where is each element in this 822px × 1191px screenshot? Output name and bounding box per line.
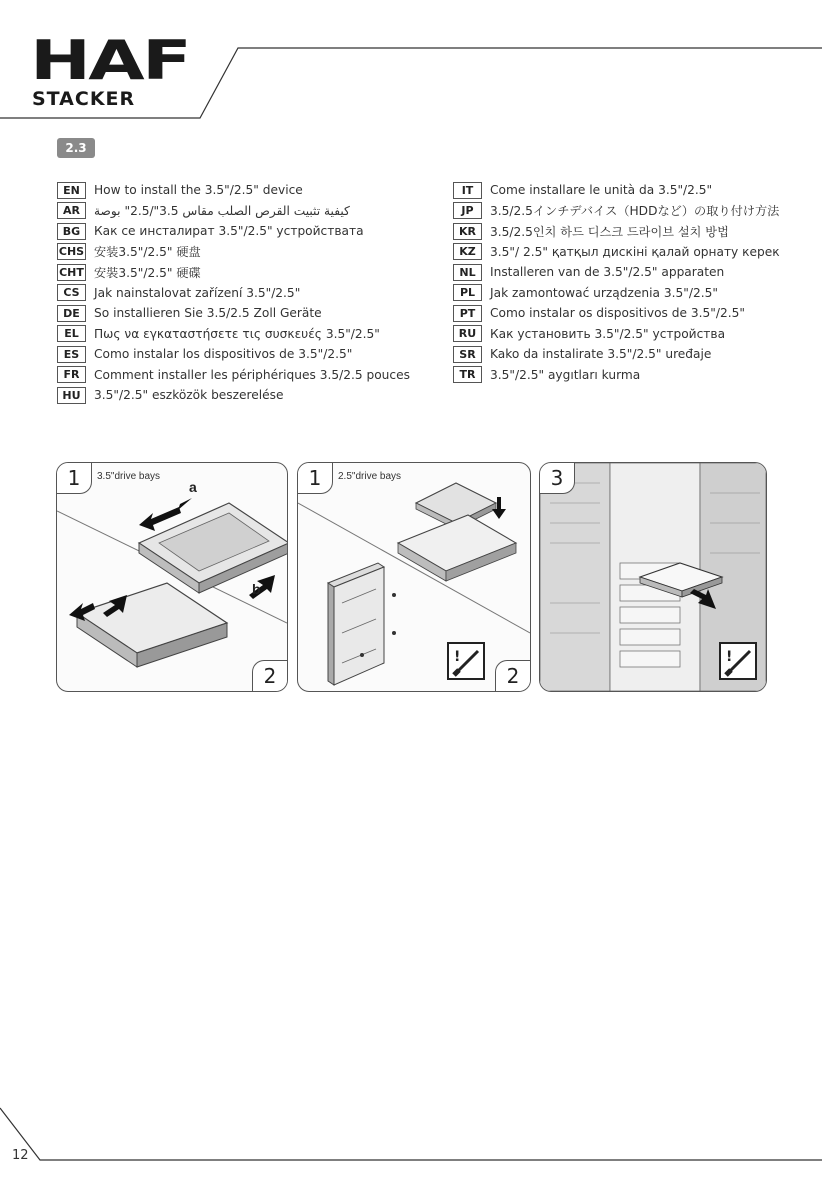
step-number-2: 2 — [495, 660, 530, 691]
language-code-badge: PL — [453, 284, 482, 301]
language-row — [453, 365, 780, 386]
language-row — [57, 324, 410, 345]
language-list-left — [57, 180, 410, 406]
language-code-badge: CHT — [57, 264, 86, 281]
brand-logo — [28, 29, 190, 112]
panel-caption: 2.5"drive bays — [338, 471, 402, 482]
language-code-badge: DE — [57, 305, 86, 322]
language-instruction-text: Come installare le unità da 3.5"/2.5" — [490, 183, 713, 198]
language-instruction-text: Installeren van de 3.5"/2.5" apparaten — [490, 265, 725, 280]
language-row — [453, 344, 780, 365]
language-instruction-text: 安装3.5"/2.5" 硬盘 — [94, 245, 201, 260]
section-number-badge: 2.3 — [57, 138, 95, 158]
language-instruction-text: Comment installer les périphériques 3.5/2.5 pouces — [94, 367, 410, 382]
language-row — [57, 385, 410, 406]
language-instruction-text: Como instalar los dispositivos de 3.5"/2.5" — [94, 347, 353, 362]
language-code-badge: IT — [453, 182, 482, 199]
step-number-1: 1 — [57, 463, 92, 494]
panel-caption: 3.5"drive bays — [97, 471, 161, 482]
screwdriver-icon — [448, 643, 484, 679]
callout-a: a — [189, 479, 197, 495]
screwdriver-icon — [720, 643, 756, 679]
step-number-3: 3 — [540, 463, 575, 494]
language-row — [57, 303, 410, 324]
language-code-badge: CHS — [58, 245, 85, 259]
language-code-badge: FR — [57, 366, 86, 383]
language-code-badge: BG — [57, 223, 86, 240]
language-code-badge: EL — [57, 325, 86, 342]
language-list-right — [453, 180, 780, 385]
language-instruction-text: 3.5"/ 2.5" қатқыл дискіні қалай орнату керек — [490, 244, 780, 259]
language-code-badge: EN — [57, 182, 86, 199]
language-code-badge: AR — [57, 202, 86, 219]
language-instruction-text: 3.5/2.5インチデバイス（HDDなど）の取り付け方法 — [490, 204, 780, 219]
language-instruction-text: 3.5"/2.5" aygıtları kurma — [490, 367, 641, 382]
language-instruction-text: كيفية تثبيت القرص الصلب مقاس 3.5"/2.5" بوصة — [94, 203, 350, 218]
language-instruction-text: 3.5"/2.5" eszközök beszerelése — [94, 388, 284, 403]
language-instruction-text: Jak nainstalovat zařízení 3.5"/2.5" — [94, 285, 301, 300]
language-row — [453, 262, 780, 283]
language-instruction-text: Как се инсталират 3.5"/2.5" устройствата — [94, 224, 364, 239]
svg-text:!: ! — [454, 649, 461, 665]
language-row — [57, 180, 410, 201]
language-code-badge: ES — [57, 346, 86, 363]
step-panel-35-bays — [56, 462, 288, 692]
language-instruction-text: Kako da instalirate 3.5"/2.5" uređaje — [490, 347, 712, 362]
language-instruction-text: Πως να εγκαταστήσετε τις συσκευές 3.5"/2.5" — [94, 326, 380, 341]
language-row — [453, 283, 780, 304]
chassis-illustration — [540, 463, 766, 691]
language-row — [453, 303, 780, 324]
step-number-1: 1 — [298, 463, 333, 494]
logo-wordmark: HAF — [30, 29, 190, 92]
language-row — [453, 201, 780, 222]
page-number: 12 — [12, 1148, 29, 1163]
language-code-badge: HU — [57, 387, 86, 404]
language-instruction-text: Jak zamontować urządzenia 3.5"/2.5" — [490, 285, 718, 300]
language-code-badge: PT — [453, 305, 482, 322]
step-panel-insert — [539, 462, 767, 692]
language-row — [453, 180, 780, 201]
language-code-badge: TR — [453, 366, 482, 383]
svg-text:!: ! — [726, 649, 733, 665]
language-code-badge: JP — [453, 202, 482, 219]
logo-subtitle: STACKER — [32, 88, 136, 110]
language-code-badge: KZ — [453, 243, 482, 260]
language-code-badge: RU — [453, 325, 482, 342]
language-instruction-text: 3.5/2.5인치 하드 디스크 드라이브 설치 방법 — [490, 224, 729, 239]
language-row — [57, 344, 410, 365]
language-code-badge: CS — [57, 284, 86, 301]
language-code-badge: KR — [453, 223, 482, 240]
language-row — [453, 221, 780, 242]
bracket-illustration — [298, 463, 530, 691]
language-instruction-text: So installieren Sie 3.5/2.5 Zoll Geräte — [94, 306, 322, 321]
language-row — [453, 324, 780, 345]
step-number-2: 2 — [252, 660, 287, 691]
language-instruction-text: Как установить 3.5"/2.5" устройства — [490, 326, 726, 341]
language-row — [453, 242, 780, 263]
language-row — [57, 365, 410, 386]
drive-tray-illustration — [57, 463, 287, 691]
language-instruction-text: How to install the 3.5"/2.5" device — [94, 183, 303, 198]
step-panel-25-bays — [297, 462, 531, 692]
callout-b: b — [252, 581, 261, 597]
language-row — [57, 221, 410, 242]
language-instruction-text: Como instalar os dispositivos de 3.5"/2.5" — [490, 306, 745, 321]
language-code-badge: NL — [453, 264, 482, 281]
language-row — [57, 283, 410, 304]
language-instruction-text: 安裝3.5"/2.5" 硬碟 — [94, 265, 201, 280]
language-row — [57, 242, 410, 263]
language-row — [57, 262, 410, 283]
language-code-badge: SR — [453, 346, 482, 363]
language-row — [57, 201, 410, 222]
